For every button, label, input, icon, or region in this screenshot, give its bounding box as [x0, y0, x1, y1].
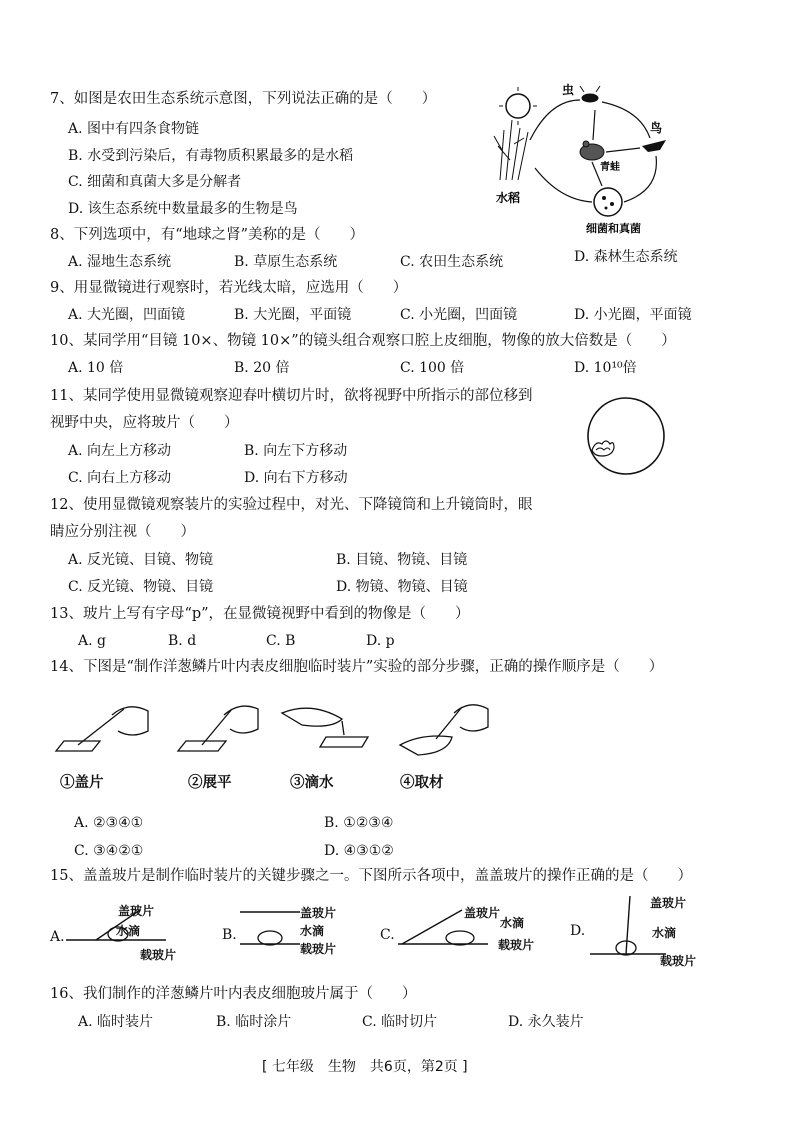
q15-letter-d: D.	[570, 923, 586, 939]
bird-icon	[642, 140, 666, 152]
q15-letter-a: A.	[50, 929, 65, 945]
q16-option-a: A. 临时装片	[78, 1014, 154, 1030]
insect-icon	[580, 86, 600, 102]
q7-option-b: B. 水受到污染后，有毒物质积累最多的是水稻	[68, 148, 354, 164]
q14-stem: 14、下图是“制作洋葱鳞片叶内表皮细胞临时装片”实验的部分步骤，正确的操作顺序是（ ）	[50, 659, 664, 675]
q12-option-a: A. 反光镜、目镜、物镜	[68, 552, 214, 568]
q9-stem: 9、用显微镜进行观察时，若光线太暗，应选用（ ）	[50, 280, 408, 296]
q10-option-d: D. 10¹⁰倍	[574, 360, 637, 376]
q14-option-c: C. ③④②①	[74, 843, 144, 859]
q9-option-b: B. 大光圈，平面镜	[234, 307, 352, 323]
q12-option-d: D. 物镜、物镜、目镜	[336, 579, 468, 595]
page-footer: [ 七年级 生物 共6页，第2页 ]	[262, 1059, 468, 1075]
q10-option-b: B. 20 倍	[234, 360, 290, 376]
q15-b-water-label: 水滴	[300, 924, 325, 938]
q8-option-a: A. 湿地生态系统	[68, 254, 172, 270]
q11-option-d: D. 向右下方移动	[244, 470, 348, 486]
q13-option-a: A. g	[78, 633, 106, 649]
q14-option-b: B. ①②③④	[324, 815, 394, 831]
step-4-label: ④取材	[400, 774, 444, 791]
q9-option-a: A. 大光圈，凹面镜	[68, 307, 186, 323]
q15-d-water-label: 水滴	[652, 926, 677, 940]
q12-stem-line2: 睛应分别注视（ ）	[50, 524, 195, 540]
q7-option-c: C. 细菌和真菌大多是分解者	[68, 174, 242, 190]
q10-option-a: A. 10 倍	[68, 360, 124, 376]
q8-stem: 8、下列选项中，有“地球之肾”美称的是（ ）	[50, 227, 365, 243]
q11-option-b: B. 向左下方移动	[244, 443, 348, 459]
step-cover-slip-drawing	[56, 707, 148, 751]
q7-option-d: D. 该生态系统中数量最多的生物是鸟	[68, 201, 298, 217]
q15-letter-b: B.	[222, 927, 237, 943]
q12-option-b: B. 目镜、物镜、目镜	[336, 552, 468, 568]
q15-stem: 15、盖盖玻片是制作临时装片的关键步骤之一。下图所示各项中，盖盖玻片的操作正确的是（ ）	[50, 868, 692, 884]
q15-a-cover-label: 盖玻片	[118, 904, 155, 918]
q15-c-slide-label: 载玻片	[498, 938, 535, 952]
step-drop-water-drawing	[282, 708, 368, 747]
slide-steps-diagram	[52, 695, 492, 765]
q9-option-d: D. 小光圈，平面镜	[574, 307, 692, 323]
decomposer-icon	[594, 188, 622, 216]
q15-b-slide-label: 载玻片	[300, 942, 337, 956]
rice-plant-icon	[494, 120, 528, 180]
q11-option-c: C. 向右上方移动	[68, 470, 172, 486]
q16-option-b: B. 临时涂片	[216, 1014, 292, 1030]
q15-a-slide-label: 载玻片	[140, 948, 177, 962]
q8-option-c: C. 农田生态系统	[400, 254, 504, 270]
rice-label: 水稻	[496, 191, 521, 205]
step-take-material-drawing	[400, 705, 488, 755]
q12-stem-line1: 12、使用显微镜观察装片的实验过程中，对光、下降镜筒和上升镜筒时，眼	[50, 497, 533, 513]
q15-b-cover-label: 盖玻片	[300, 906, 337, 920]
q12-option-c: C. 反光镜、物镜、目镜	[68, 579, 214, 595]
step-1-label: ①盖片	[60, 774, 104, 791]
q8-option-b: B. 草原生态系统	[234, 254, 338, 270]
q11-stem-line1: 11、某同学使用显微镜观察迎春叶横切片时，欲将视野中所指示的部位移到	[50, 388, 533, 404]
q7-option-a: A. 图中有四条食物链	[68, 121, 200, 137]
step-3-label: ③滴水	[290, 774, 334, 791]
q7-stem: 7、如图是农田生态系统示意图，下列说法正确的是（ ）	[50, 91, 437, 107]
q15-d-slide-label: 载玻片	[660, 954, 697, 968]
q15-c-water-label: 水滴	[500, 916, 525, 930]
decomposer-label: 细菌和真菌	[586, 222, 641, 235]
ecosystem-diagram	[490, 80, 690, 240]
q13-option-c: C. B	[266, 633, 296, 649]
q13-option-b: B. d	[168, 633, 197, 649]
frog-label: 青蛙	[600, 162, 620, 173]
frog-icon	[580, 141, 604, 160]
q9-option-c: C. 小光圈，凹面镜	[400, 307, 518, 323]
q10-stem: 10、某同学用“目镜 10×、物镜 10×”的镜头组合观察口腔上皮细胞，物像的放大倍数是（ ）	[50, 333, 676, 349]
q16-option-c: C. 临时切片	[362, 1014, 438, 1030]
q14-option-d: D. ④③①②	[324, 843, 394, 859]
q14-option-a: A. ②③④①	[74, 815, 144, 831]
insect-label: 虫	[562, 83, 575, 97]
q13-stem: 13、玻片上写有字母“p”，在显微镜视野中看到的物像是（ ）	[50, 606, 470, 622]
q10-option-c: C. 100 倍	[400, 360, 465, 376]
q11-option-a: A. 向左上方移动	[68, 443, 172, 459]
q15-d-cover-label: 盖玻片	[650, 896, 687, 910]
q15-c-cover-label: 盖玻片	[464, 906, 501, 920]
step-2-label: ②展平	[188, 774, 232, 791]
step-flatten-drawing	[178, 706, 258, 751]
q16-option-d: D. 永久装片	[508, 1014, 584, 1030]
q15-letter-c: C.	[380, 927, 395, 943]
bird-label: 鸟	[650, 121, 663, 135]
q13-option-d: D. p	[366, 633, 395, 649]
q11-stem-line2: 视野中央，应将玻片（ ）	[50, 415, 239, 431]
q15-a-water-label: 水滴	[116, 924, 141, 938]
q16-stem: 16、我们制作的洋葱鳞片叶内表皮细胞玻片属于（ ）	[50, 986, 417, 1002]
microscope-field-diagram	[586, 392, 666, 482]
q8-option-d: D. 森林生态系统	[574, 249, 678, 265]
sun-icon	[499, 87, 537, 125]
